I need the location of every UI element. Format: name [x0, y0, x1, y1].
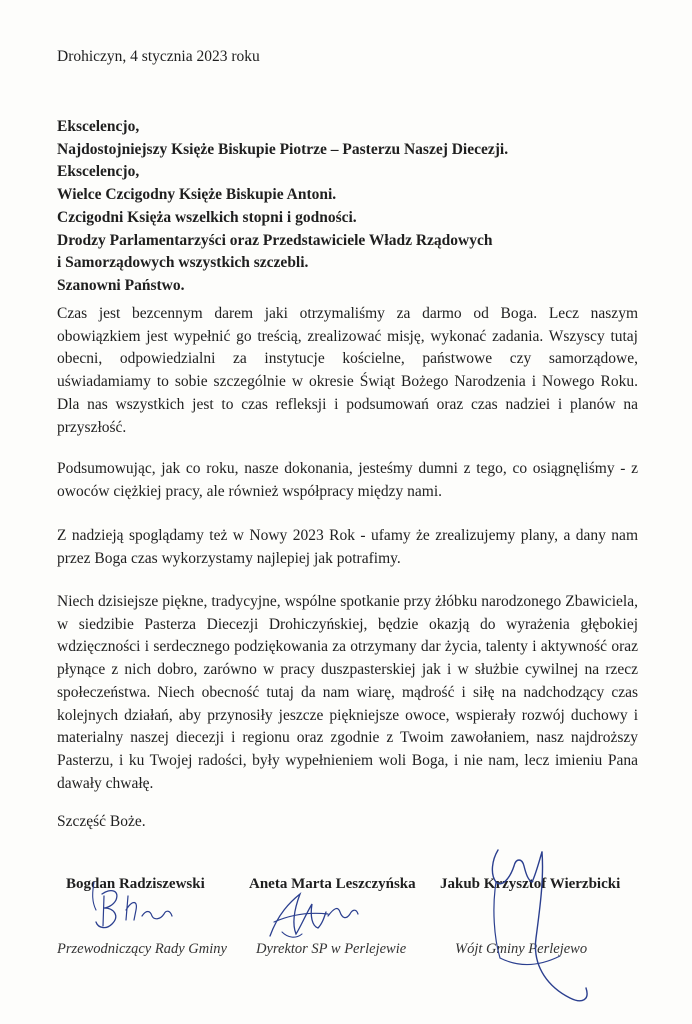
body-paragraph-wishes: Niech dzisiejsze piękne, tradycyjne, wspólne spotkanie przy żłóbku narodzonego Zbawiciela, w siedzibie Pasterza Diecezji Drohiczyńskiej, będzie okazją do wyrażenia głębokiej wdzięczności i serdecznego podziękowania za otrzymany dar życia, talenty i aktywność oraz płynące z nich dobro, zarówno w pracy duszpasterskiej jak i w służbie cywilnej na rzecz społeczeństwa. Niech obecność tutaj da nam wiarę, mądrość i siłę na nadchodzący czas kolejnych działań, aby przynosiły jeszcze piękniejsze owoce, wspierały rozwój duchowy i materialny naszej diecezji i regionu oraz zgodnie z Twoim zawołaniem, nasz najdroższy Pasterzu, i ku Twojej radości, były wypełnieniem woli Boga, i nie nam, lecz imieniu Pana dawały chwałę.	[57, 593, 638, 792]
salutation-line: Ekscelencjo,	[57, 118, 140, 135]
salutation-line: i Samorządowych wszystkich szczebli.	[57, 254, 309, 272]
salutation-line: Ekscelencjo,	[57, 163, 140, 181]
body-paragraph-new-year: Z nadzieją spoglądamy też w Nowy 2023 Rok - ufamy że zrealizujemy plany, a dany nam przez Boga czas wykorzystamy najlepiej jak potrafimy.	[57, 527, 638, 567]
salutation-line: Najdostojniejszy Księże Biskupie Piotrze – Pasterzu Naszej Diecezji.	[57, 140, 509, 158]
salutation-line: Drodzy Parlamentarzyści oraz Przedstawiciele Władz Rządowych	[57, 231, 493, 249]
salutation-line: Szanowni Państwo.	[57, 276, 185, 294]
signatory-role-director: Dyrektor SP w Perlejewie	[256, 941, 407, 957]
handwritten-signature-mayor	[470, 838, 620, 1018]
signatory-name-director: Aneta Marta Leszczyńska	[249, 876, 416, 892]
salutation-line: Wielce Czcigodny Księże Biskupie Antoni.	[57, 186, 337, 204]
closing-greeting: Szczęść Boże.	[57, 813, 146, 830]
salutation-line: Czcigodni Księża wszelkich stopni i godności.	[57, 208, 357, 226]
body-paragraph-time: Czas jest bezcennym darem jaki otrzymaliśmy za darmo od Boga. Lecz naszym obowiązkiem jest wypełnić go treścią, zrealizować misję, wykonać zadania. Wszyscy tutaj obecni, odpowiedzialni za instytucje kościelne, państwowe czy samorządowe, uświadamiamy to sobie szczególnie w okresie Świąt Bożego Narodzenia i Nowego Roku. Dla nas wszystkich jest to czas refleksji i podsumowań oraz czas nadziei i planów na przyszłość.	[57, 305, 638, 436]
signatory-role-chairman: Przewodniczący Rady Gminy	[57, 941, 227, 957]
salutation-block	[57, 116, 508, 298]
signatory-role-mayor: Wójt Gminy Perlejewo	[455, 941, 588, 957]
handwritten-signature-director	[262, 884, 382, 944]
signatory-name-chairman: Bogdan Radziszewski	[66, 876, 205, 892]
body-paragraph-summary: Podsumowując, jak co roku, nasze dokonania, jesteśmy dumni z tego, co osiągnęliśmy - z owoców ciężkiej pracy, ale również współpracy między nami.	[57, 460, 638, 500]
signatory-name-mayor: Jakub Krzysztof Wierzbicki	[440, 876, 621, 892]
letter-date: Drohiczyn, 4 stycznia 2023 roku	[57, 48, 260, 65]
